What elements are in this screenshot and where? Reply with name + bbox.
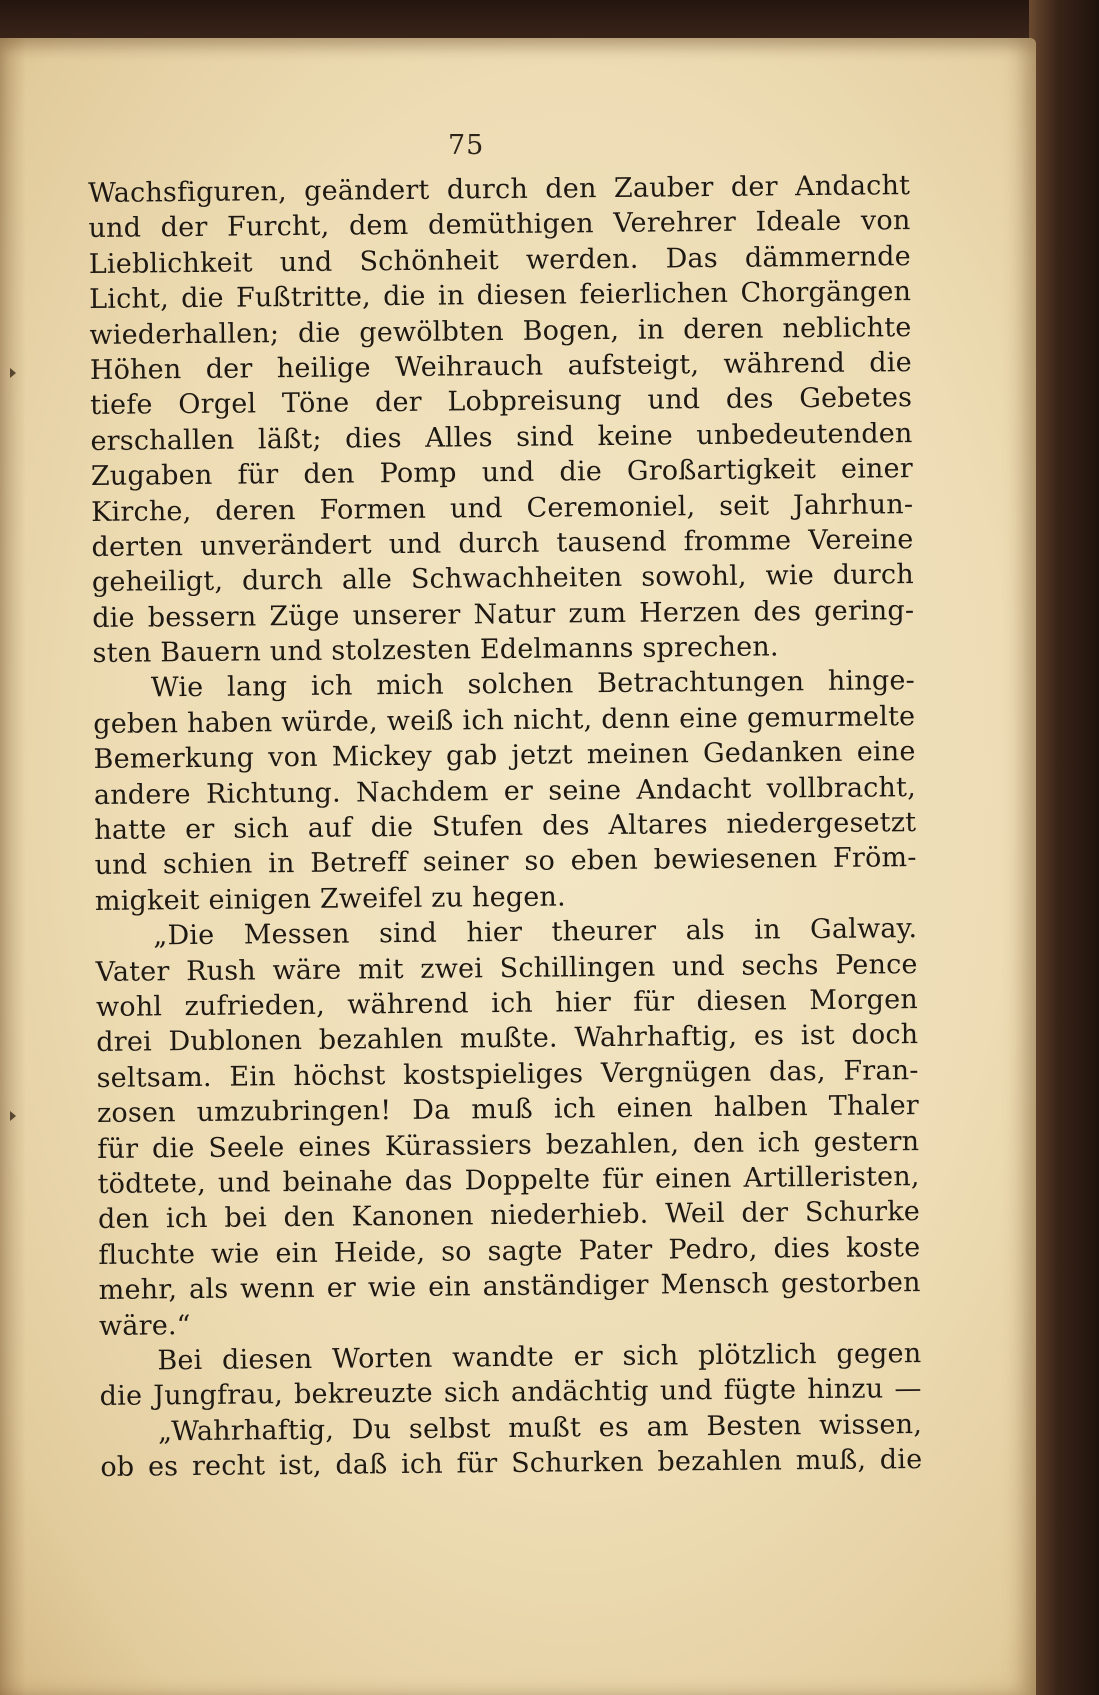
text-line: Wachsfiguren, geändert durch den Zauber der Andacht (88, 170, 911, 209)
text-line: derten unverändert und durch tausend fromme Vereine (91, 523, 914, 563)
text-line: die Jungfrau, bekreuzte sich andächtig und fügte hinzu — (99, 1373, 922, 1413)
text-line: mehr, als wenn er wie ein anständiger Mensch gestorben (98, 1267, 921, 1307)
text-line: „Die Messen sind hier theurer als in Galway. (153, 913, 918, 952)
text-line: „Wahrhaftig, Du selbst mußt es am Besten wissen, (157, 1408, 923, 1448)
page-edge-mark (10, 368, 16, 378)
text-line: wiederhallen; die gewölbten Bogen, in deren neblichte (89, 311, 912, 351)
text-line: Wie lang ich mich solchen Betrachtungen hinge- (150, 665, 916, 704)
text-line: wohl zufrieden, während ich hier für diesen Morgen (95, 984, 919, 1023)
body-text (88, 168, 923, 1485)
text-line: sten Bauern und stolzesten Edelmanns sprechen. (92, 631, 779, 670)
text-line: den ich bei den Kanonen niederhieb. Weil der Schurke (97, 1196, 921, 1236)
text-line: und der Furcht, dem demüthigen Verehrer Ideale von (88, 205, 911, 245)
text-line: Bemerkung von Mickey gab jetzt meinen Gedanken eine (93, 736, 916, 776)
text-line: erschallen läßt; dies Alles sind keine unbedeutenden (90, 417, 913, 457)
text-line: geheiligt, durch alle Schwachheiten sowohl, wie durch (91, 559, 915, 599)
text-line: Kirche, deren Formen und Ceremoniel, seit Jahrhun- (91, 488, 914, 528)
page-edge-mark (10, 1111, 16, 1121)
page-number: 75 (448, 130, 485, 161)
text-line: tödtete, und beinahe das Doppelte für einen Artilleristen, (97, 1161, 920, 1200)
text-line: andere Richtung. Nachdem er seine Andacht vollbracht, (93, 771, 917, 811)
text-line: Bei diesen Worten wandte er sich plötzlich gegen (157, 1337, 922, 1377)
text-line: für die Seele eines Kürassiers bezahlen, den ich gestern (97, 1125, 920, 1165)
text-line: Lieblichkeit und Schönheit werden. Das dämmernde (88, 240, 911, 280)
text-line: migkeit einigen Zweifel zu hegen. (94, 881, 566, 917)
book-page (0, 38, 1036, 1695)
text-line: Licht, die Fußtritte, die in diesen feierlichen Chorgängen (89, 276, 912, 316)
text-line: geben haben würde, weiß ich nicht, denn eine gemurmelte (93, 700, 916, 740)
text-line: und schien in Betreff seiner so eben bewiesenen Fröm- (94, 842, 917, 882)
text-line: Zugaben für den Pomp und die Großartigkeit einer (90, 453, 913, 493)
text-line: Vater Rush wäre mit zwei Schillingen und sechs Pence (95, 948, 918, 988)
text-line: fluchte wie ein Heide, so sagte Pater Pedro, dies koste (98, 1231, 921, 1271)
text-line: wäre.“ (98, 1309, 191, 1342)
book-cover-right-edge (1029, 0, 1099, 1695)
text-line: drei Dublonen bezahlen mußte. Wahrhaftig, es ist doch (96, 1019, 919, 1059)
text-line: Höhen der heilige Weihrauch aufsteigt, während die (89, 347, 912, 386)
text-line: seltsam. Ein höchst kostspieliges Vergnügen das, Fran- (96, 1054, 919, 1094)
text-line: ob es recht ist, daß ich für Schurken bezahlen muß, die (100, 1444, 923, 1484)
text-line: hatte er sich auf die Stufen des Altares niedergesetzt (94, 807, 917, 847)
text-line: tiefe Orgel Töne der Lobpreisung und des Gebetes (90, 382, 913, 422)
text-line: die bessern Züge unserer Natur zum Herzen des gering- (92, 594, 915, 634)
text-line: zosen umzubringen! Da muß ich einen halben Thaler (96, 1090, 920, 1130)
